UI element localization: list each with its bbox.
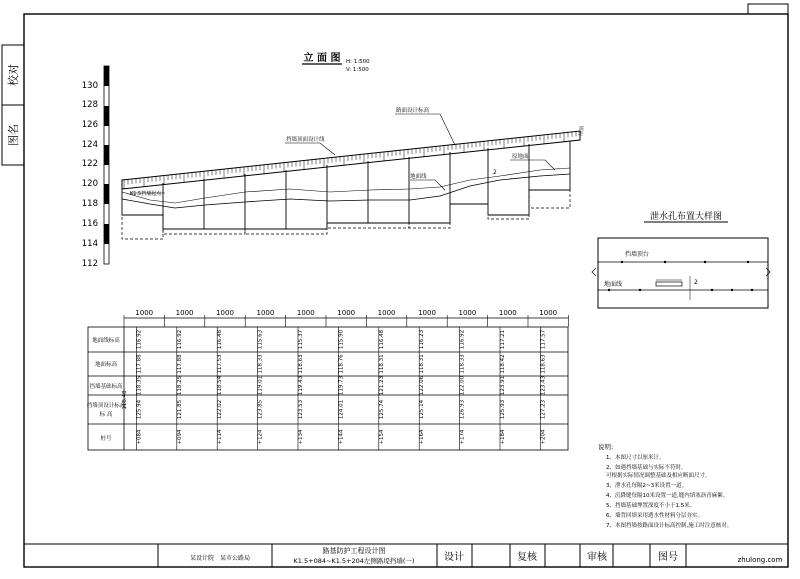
axis-tick-128: 128 — [81, 100, 98, 110]
axis-tick-116: 116 — [81, 219, 98, 229]
label-wall-top: 挡墙顶面设计线 — [286, 137, 325, 143]
table-cell: 118.31 — [419, 354, 426, 374]
spacing-label: 1000 — [498, 309, 517, 317]
note-8: 7、本图挡墙按路面设计标高控制,施工时注意核对。 — [606, 523, 733, 529]
table-cell: 117.57 — [540, 329, 547, 350]
table-cell: +134 — [298, 429, 304, 445]
note-4: 3、泄水孔每隔2~3米设置一道。 — [606, 483, 688, 489]
spacing-label: 1000 — [377, 309, 396, 317]
side-label-check: 校对 — [7, 64, 20, 86]
notes — [598, 442, 732, 529]
table-cell: 117.88 — [136, 354, 143, 374]
table-cell: +144 — [338, 429, 345, 445]
table-cell: 115.63 — [257, 329, 264, 350]
spacing-label: 1000 — [337, 309, 356, 317]
note-7: 6、墙背回填采用透水性材料分层夯实。 — [606, 513, 704, 519]
table-cell: 119.43 — [298, 375, 304, 396]
table-cell: +094 — [176, 429, 183, 445]
drain-pipe — [656, 282, 682, 286]
table-cell: 125.94 — [136, 399, 143, 420]
table-cell: 125.14 — [419, 399, 426, 420]
table-cell: +174 — [459, 429, 466, 445]
table-cell: 116.48 — [217, 329, 224, 350]
label-slope: 2 — [493, 169, 497, 176]
row-label-1: 地面标高 — [94, 362, 118, 368]
elevation-ruler — [104, 66, 109, 264]
axis-tick-130: 130 — [81, 81, 98, 91]
spacing-label: 1000 — [216, 309, 234, 317]
table-cell: 123.91 — [500, 375, 506, 396]
table-cell: 118.76 — [338, 354, 345, 374]
wall-foundations — [122, 190, 570, 239]
row-label-4: 桩号 — [100, 436, 112, 442]
row-label-2: 挡墙基础标高 — [89, 384, 123, 390]
table-cell: 118.35 — [136, 375, 143, 396]
table-cell: 119.73 — [338, 375, 345, 396]
table-cell: +184 — [500, 429, 506, 445]
row-label-3: 挡墙顶设计标高 — [86, 403, 126, 409]
note-6: 5、挡墙基础埋置深度不小于1.5米。 — [606, 503, 696, 509]
title-block — [24, 544, 788, 567]
unit-mid: 某市公路局 — [220, 555, 251, 562]
wall-panels — [122, 141, 570, 229]
table-cell: 116.23 — [419, 329, 426, 350]
table-cell: 121.85 — [176, 399, 183, 420]
sheet-no-label: 图号 — [658, 552, 678, 563]
table-cells — [122, 327, 546, 450]
table-cell: 116.48 — [378, 329, 385, 350]
cap-end-label: 压顶 — [578, 125, 586, 137]
drawing-title: 路基防护工程设计图 — [322, 547, 386, 555]
detail-label-top: 挡墙顶台 — [625, 251, 650, 258]
table-cell: 122.06 — [419, 375, 426, 396]
spacing-label: 1000 — [458, 309, 477, 317]
notes-heading: 说明: — [598, 443, 614, 451]
spacing-label: 1000 — [296, 309, 315, 317]
table-cell: +084 — [136, 429, 143, 445]
spacing-label: 1000 — [418, 309, 436, 317]
side-label-name: 图名 — [7, 124, 20, 146]
table-cell: 115.90 — [338, 329, 345, 350]
table-cell: 118.25 — [176, 375, 183, 396]
table-cell: 121.23 — [378, 375, 385, 396]
unit-left: 某设计院 — [190, 555, 215, 562]
note-5: 4、沉降缝每隔10米设置一道,缝内填塞沥青麻絮。 — [606, 493, 729, 499]
axis-tick-122: 122 — [81, 159, 98, 169]
axis-tick-120: 120 — [81, 179, 98, 189]
table-cell: 118.42 — [500, 354, 506, 374]
drain-detail — [592, 210, 770, 308]
axis-tick-labels — [82, 81, 98, 269]
table-cell: +164 — [419, 429, 426, 445]
axis-tick-124: 124 — [81, 140, 98, 150]
review-label: 复核 — [517, 552, 537, 563]
table-cell: 125.93 — [500, 399, 506, 420]
row-sublabel-3: 标 高 — [99, 412, 113, 418]
table-cell: 116.92 — [176, 329, 183, 350]
note-2: 2、如遇挡墙基础与实际不符时, — [606, 465, 683, 471]
label-ground: 地面线 — [410, 174, 427, 180]
note-3: 可根据实际情况调整基础及相应断面尺寸。 — [606, 473, 711, 479]
axis-tick-114: 114 — [81, 239, 98, 249]
table-cell: 127.23 — [540, 399, 547, 420]
label-existing: 原地面 — [512, 154, 529, 160]
axis-tick-118: 118 — [81, 199, 98, 209]
table-cell: 117.88 — [176, 354, 183, 374]
table-cell: 117.21 — [500, 329, 506, 350]
axis-tick-126: 126 — [81, 120, 98, 130]
corner-mark — [748, 4, 788, 14]
table-cell: 125.74 — [378, 399, 385, 420]
note-1: 1、本图尺寸以厘米计。 — [606, 455, 665, 461]
table-grid — [88, 327, 568, 450]
detail-label-bottom: 地面线 — [604, 281, 623, 288]
detail-marker: 2 — [694, 279, 698, 286]
table-cell: 118.33 — [257, 354, 264, 374]
spacing-label: 1000 — [135, 309, 154, 317]
table-cell-extra: 118.48 — [122, 390, 128, 410]
table-cell: 123.85 — [257, 399, 264, 420]
table-cell: +154 — [378, 429, 385, 445]
table-cell: +204 — [540, 429, 547, 445]
spacing-label: 1000 — [256, 309, 275, 317]
table-cell: +124 — [257, 429, 264, 445]
table-cell: +114 — [217, 429, 224, 445]
table-cell: 122.02 — [217, 399, 224, 420]
table-cell: 123.43 — [540, 375, 547, 396]
table-cell: 118.33 — [459, 354, 466, 374]
table-cell: 126.93 — [459, 399, 466, 420]
spacing-row — [124, 309, 568, 327]
table-cell: 118.31 — [378, 354, 385, 374]
audit-label: 审核 — [587, 552, 607, 563]
table-cell: 118.54 — [217, 375, 224, 396]
table-cell: 122.00 — [459, 375, 466, 396]
data-table — [87, 309, 569, 450]
elevation-view — [82, 51, 586, 269]
scale-v: V: 1:500 — [346, 67, 369, 73]
label-design-line: 路面设计标高 — [396, 108, 430, 114]
table-cell: 116.92 — [136, 329, 143, 350]
spacing-label: 1000 — [175, 309, 194, 317]
table-cell: 116.92 — [459, 329, 466, 350]
drain-dots — [608, 261, 753, 291]
table-cell: 124.01 — [338, 399, 345, 420]
table-cell: 117.53 — [217, 354, 224, 374]
drawing-subtitle: K1.5+084~K1.5+204左侧路堤挡墙(一) — [293, 557, 415, 565]
side-strip — [2, 45, 24, 165]
table-cell: 118.63 — [298, 354, 304, 374]
elevation-title: 立 面 图 — [303, 53, 341, 64]
table-cell: 118.63 — [540, 354, 547, 374]
spacing-label: 1000 — [539, 309, 558, 317]
table-cell: 123.53 — [298, 399, 304, 420]
scale-h: H: 1:500 — [346, 59, 370, 65]
detail-title: 泄水孔布置大样图 — [649, 212, 723, 222]
axis-tick-112: 112 — [81, 259, 98, 269]
watermark: zhulong.com — [737, 556, 783, 564]
table-cell: 115.37 — [298, 329, 304, 350]
row-label-0: 地面线标高 — [92, 338, 120, 344]
label-wall-start: K1.5挡墙起点 — [130, 191, 162, 197]
detail-frame — [598, 238, 768, 308]
table-cell: 119.01 — [257, 375, 264, 396]
design-label: 设计 — [444, 552, 464, 563]
